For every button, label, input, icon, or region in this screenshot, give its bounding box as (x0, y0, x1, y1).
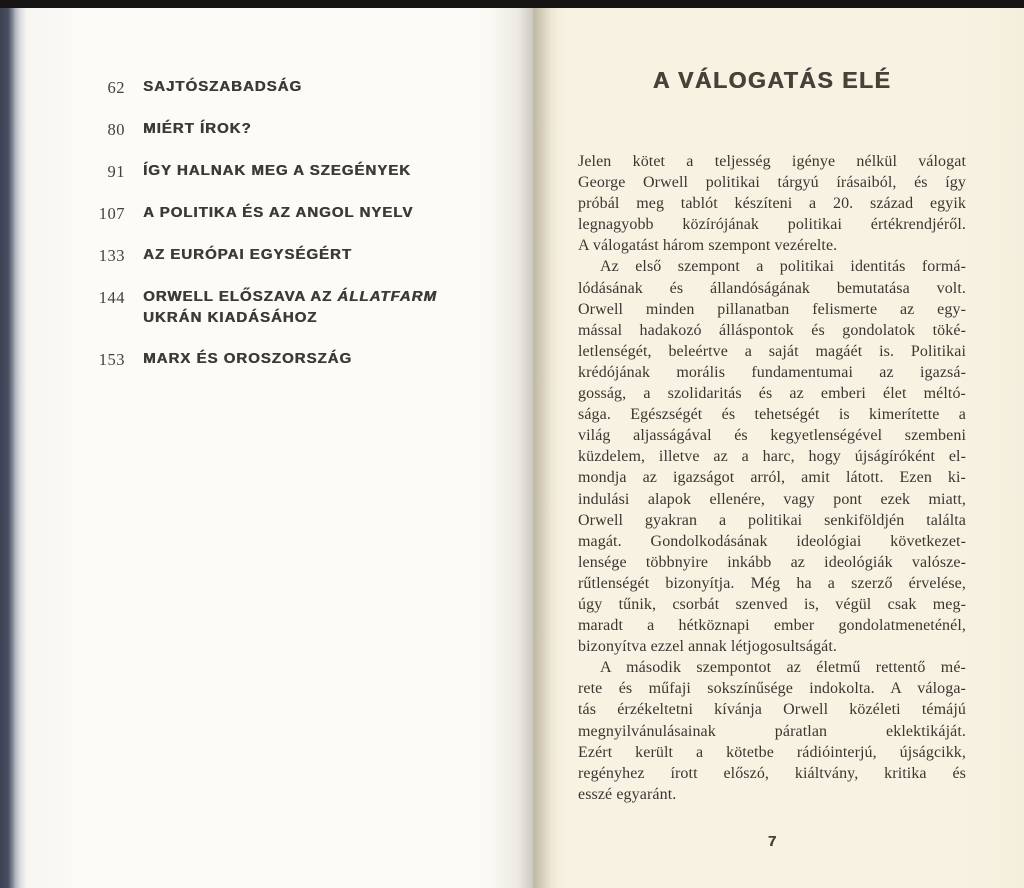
toc-title-segment: A POLITIKA ÉS AZ ANGOL NYELV (143, 204, 414, 221)
toc-page-number: 144 (98, 288, 125, 307)
toc-page-number: 133 (98, 246, 125, 265)
body-line: Az első szempont a politikai identitás formá- (600, 258, 966, 276)
toc-entry (70, 202, 490, 224)
book-cover-edge (0, 8, 26, 888)
body-line: legnagyobb közírójának politikai értékrendjéről. (578, 216, 966, 234)
body-line: világ aljasságával és kegyetlenségével szembeni (578, 427, 966, 445)
toc-entry (70, 118, 490, 140)
body-line: úgy tűnik, csorbát szenved is, végül csak meg- (578, 595, 966, 613)
body-paragraph (578, 657, 966, 805)
toc-title-segment: MIÉRT ÍROK? (143, 120, 252, 137)
toc-entry-title (143, 118, 252, 139)
toc-page-number: 153 (98, 350, 125, 369)
body-line: küzdelem, illetve az a harc, hogy újságíróként el- (578, 448, 966, 466)
body-line: maradt a hétköznapi ember gondolatmeneténél, (578, 617, 966, 635)
toc-title-line (143, 286, 437, 307)
toc-title-segment: MARX ÉS OROSZORSZÁG (143, 350, 353, 367)
table-of-contents (70, 76, 490, 390)
body-line: sága. Egészségét és tehetségét is kimerítette a (578, 406, 966, 424)
body-line: indulási alapok ellenére, vagy pont ezek miatt, (578, 490, 966, 508)
toc-title-segment: AZ EURÓPAI EGYSÉGÉRT (143, 246, 352, 263)
body-line: A válogatást három szempont vezérelte. (578, 237, 838, 255)
toc-title-line (143, 307, 437, 328)
body-line: lódásának és állandóságának bemutatása volt. (578, 279, 966, 297)
toc-entry (70, 76, 490, 98)
body-line: tás érzékeltetni kívánja Orwell közéleti témájú (578, 701, 966, 719)
toc-entry (70, 348, 490, 370)
toc-title-segment-italic: ÁLLATFARM (337, 288, 437, 305)
body-line: mondja az igazságot arról, amit látott. Ezen ki- (578, 469, 966, 487)
toc-title-line (143, 76, 302, 97)
body-line: próbál meg tablót készíteni a 20. század egyik (578, 195, 966, 213)
toc-entry-title (143, 202, 413, 223)
toc-title-line (143, 160, 411, 181)
toc-entry (70, 244, 490, 266)
body-line: megnyilvánulásainak páratlan eklektikáját. (578, 722, 966, 740)
body-paragraph (578, 256, 966, 657)
chapter-title: A VÁLOGATÁS ELÉ (652, 67, 892, 93)
scanner-edge-top (0, 0, 1024, 8)
body-line: Ezért került a kötetbe rádióinterjú, újságcikk, (578, 743, 966, 761)
toc-entry-title (143, 286, 437, 328)
body-line: letlenségét, beleértve a saját magáét is. Politikai (578, 342, 966, 360)
toc-page-number: 62 (107, 78, 125, 97)
toc-title-line (143, 244, 352, 265)
body-line: A második szempontot az életmű rettentő mé- (600, 659, 966, 677)
body-line: rete és műfaji sokszínűsége indokolta. A váloga- (578, 680, 966, 698)
body-line: Jelen kötet a teljesség igénye nélkül válogat (578, 153, 966, 170)
body-line: lensége többnyire inkább az ideológiák valósze- (578, 553, 966, 571)
body-text (578, 151, 966, 805)
body-line: krédójának morális fundamentumai az igazsá- (578, 363, 966, 381)
toc-title-line (143, 202, 413, 223)
body-line: esszé egyaránt. (578, 785, 677, 803)
body-line: mással hadakozó álláspontok és gondolatok töké- (578, 321, 966, 339)
body-line: regényhez írott előszó, kiáltvány, kritika és (578, 764, 966, 782)
body-line: rűtlenségét bizonyítja. Még ha a szerző érvelése, (578, 574, 966, 592)
toc-title-segment: UKRÁN KIADÁSÁHOZ (143, 309, 318, 326)
toc-entry (70, 286, 490, 328)
body-line: magát. Gondolkodásának ideológiai következet- (578, 532, 966, 550)
body-line: Orwell minden pillanatban felismerte az egy- (578, 300, 966, 318)
body-paragraph (578, 151, 966, 256)
toc-entry-title (143, 348, 352, 369)
toc-title-line (143, 118, 252, 139)
toc-page-number: 80 (107, 120, 125, 139)
page-number: 7 (767, 833, 777, 850)
toc-entry-title (143, 160, 411, 181)
toc-title-segment: ORWELL ELŐSZAVA AZ (143, 288, 338, 305)
toc-title-segment: ÍGY HALNAK MEG A SZEGÉNYEK (143, 162, 411, 179)
body-line: Orwell gyakran a politikai senkiföldjén találta (578, 511, 966, 529)
toc-entry-title (143, 244, 352, 265)
body-line: bizonyítva ezzel annak létjogosultságát. (578, 638, 838, 656)
toc-title-line (143, 348, 352, 369)
toc-page-number: 107 (98, 204, 125, 223)
toc-entry-title (143, 76, 302, 97)
toc-page-number: 91 (107, 162, 125, 181)
toc-title-segment: SAJTÓSZABADSÁG (143, 78, 303, 95)
body-line: gosság, a szolidaritás és az emberi élet méltó- (578, 385, 966, 403)
toc-entry (70, 160, 490, 182)
body-line: George Orwell politikai tárgyú írásaiból, és így (578, 174, 966, 192)
